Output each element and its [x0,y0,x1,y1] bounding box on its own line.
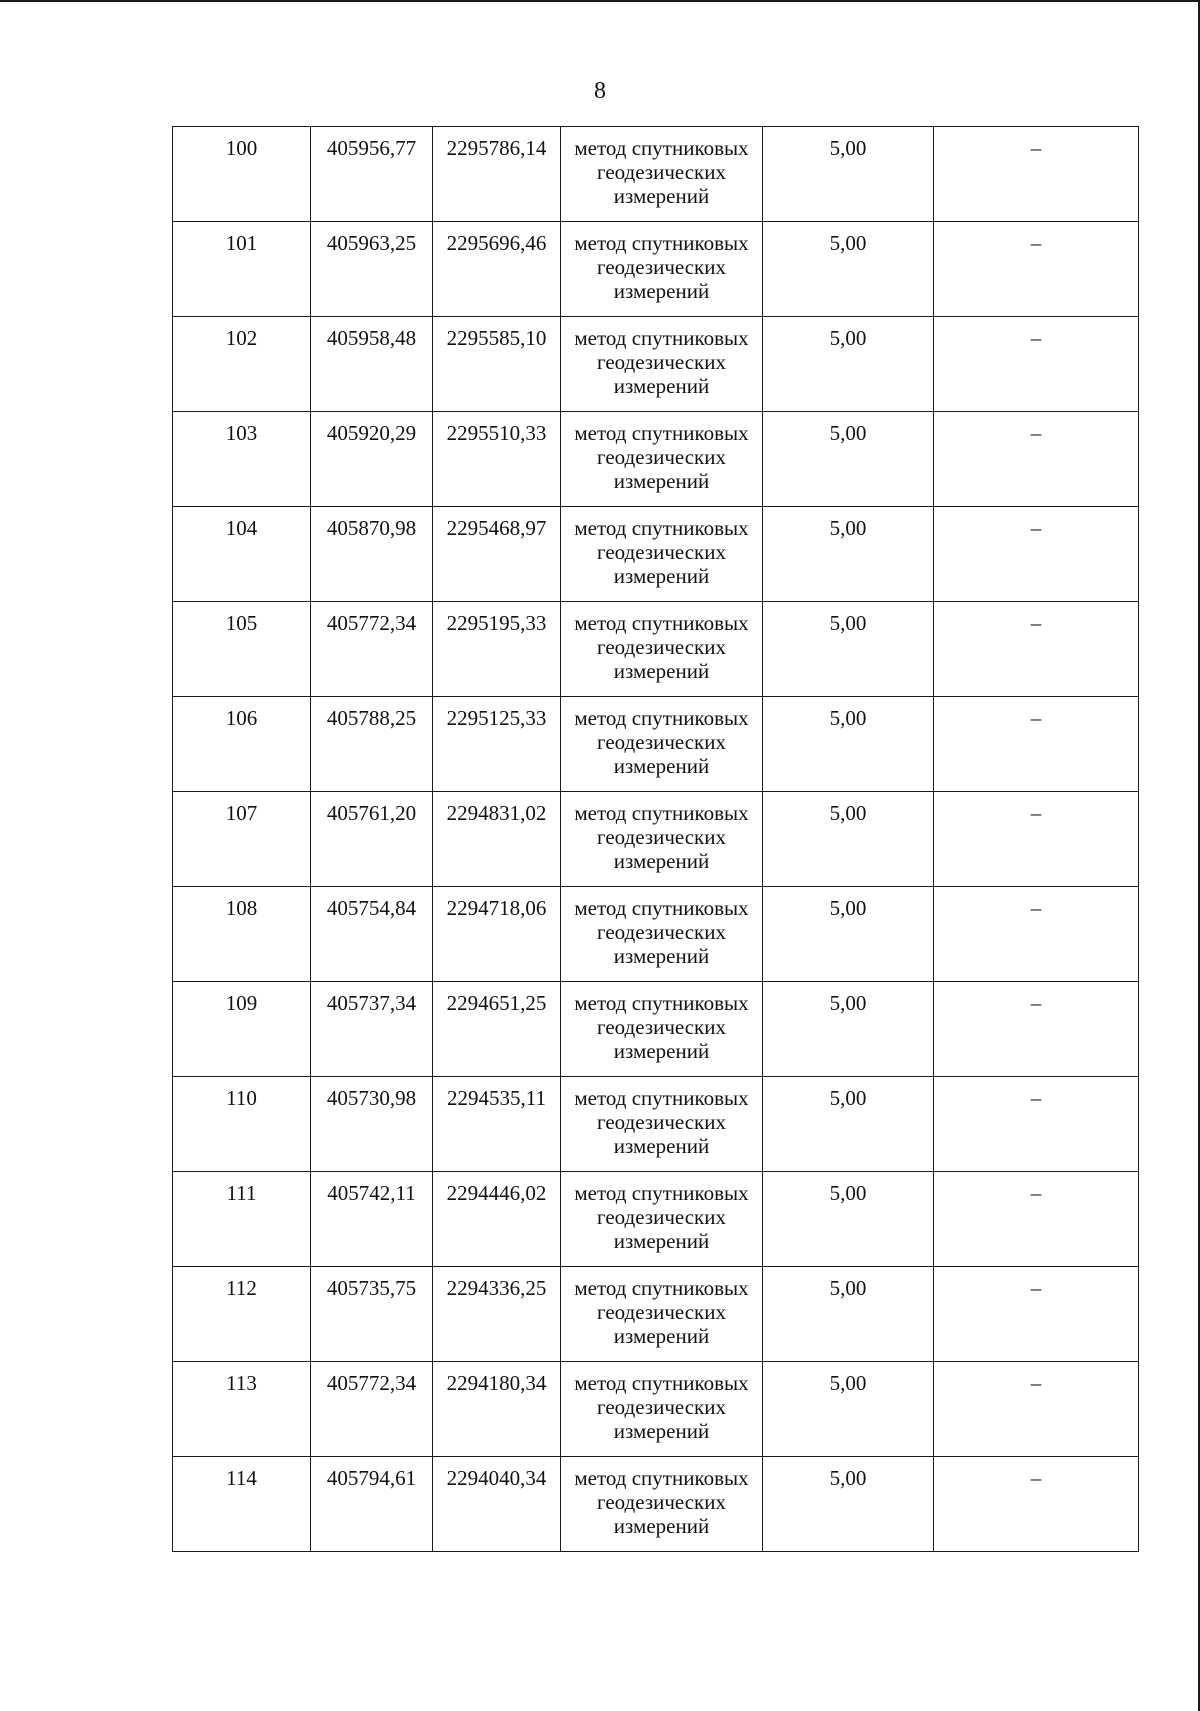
coordinate-y-cell: 2294446,02 [433,1172,561,1267]
coordinates-table [172,126,1139,1552]
method-cell: метод спутниковых геодезических измерений [561,602,763,697]
coordinate-x-cell: 405788,25 [311,697,433,792]
method-cell: метод спутниковых геодезических измерений [561,697,763,792]
coordinate-x-cell: 405737,34 [311,982,433,1077]
point-number-cell: 103 [173,412,311,507]
table-row [173,792,1139,887]
description-cell: – [934,697,1139,792]
coordinate-y-cell: 2295510,33 [433,412,561,507]
description-cell: – [934,1077,1139,1172]
precision-cell: 5,00 [763,697,934,792]
coordinate-y-cell: 2294651,25 [433,982,561,1077]
table-row [173,507,1139,602]
coordinate-y-cell: 2294718,06 [433,887,561,982]
method-cell: метод спутниковых геодезических измерений [561,1267,763,1362]
table-row [173,1077,1139,1172]
coordinate-x-cell: 405772,34 [311,1362,433,1457]
method-cell: метод спутниковых геодезических измерений [561,412,763,507]
coordinate-x-cell: 405735,75 [311,1267,433,1362]
coordinate-y-cell: 2294336,25 [433,1267,561,1362]
method-cell: метод спутниковых геодезических измерений [561,1077,763,1172]
coordinate-x-cell: 405958,48 [311,317,433,412]
coordinate-y-cell: 2295585,10 [433,317,561,412]
table-row [173,1172,1139,1267]
description-cell: – [934,1457,1139,1552]
description-cell: – [934,792,1139,887]
precision-cell: 5,00 [763,602,934,697]
precision-cell: 5,00 [763,317,934,412]
method-cell: метод спутниковых геодезических измерений [561,792,763,887]
point-number-cell: 113 [173,1362,311,1457]
coordinate-y-cell: 2294180,34 [433,1362,561,1457]
coordinate-x-cell: 405742,11 [311,1172,433,1267]
table-row [173,317,1139,412]
description-cell: – [934,1362,1139,1457]
table-row [173,697,1139,792]
coordinate-y-cell: 2295195,33 [433,602,561,697]
method-cell: метод спутниковых геодезических измерений [561,1362,763,1457]
precision-cell: 5,00 [763,1077,934,1172]
point-number-cell: 100 [173,127,311,222]
precision-cell: 5,00 [763,1362,934,1457]
coordinate-x-cell: 405794,61 [311,1457,433,1552]
method-cell: метод спутниковых геодезических измерений [561,1172,763,1267]
table-row [173,127,1139,222]
point-number-cell: 112 [173,1267,311,1362]
method-cell: метод спутниковых геодезических измерений [561,317,763,412]
point-number-cell: 109 [173,982,311,1077]
table-row [173,1267,1139,1362]
precision-cell: 5,00 [763,412,934,507]
point-number-cell: 101 [173,222,311,317]
scan-border-top [0,0,1200,2]
description-cell: – [934,127,1139,222]
description-cell: – [934,982,1139,1077]
point-number-cell: 106 [173,697,311,792]
description-cell: – [934,1267,1139,1362]
method-cell: метод спутниковых геодезических измерений [561,127,763,222]
coordinate-y-cell: 2294040,34 [433,1457,561,1552]
coordinate-y-cell: 2294831,02 [433,792,561,887]
table-row [173,887,1139,982]
coordinate-x-cell: 405772,34 [311,602,433,697]
description-cell: – [934,602,1139,697]
point-number-cell: 105 [173,602,311,697]
point-number-cell: 104 [173,507,311,602]
description-cell: – [934,412,1139,507]
precision-cell: 5,00 [763,887,934,982]
coordinate-x-cell: 405920,29 [311,412,433,507]
description-cell: – [934,1172,1139,1267]
precision-cell: 5,00 [763,507,934,602]
point-number-cell: 114 [173,1457,311,1552]
description-cell: – [934,222,1139,317]
coordinate-x-cell: 405956,77 [311,127,433,222]
precision-cell: 5,00 [763,222,934,317]
table-row [173,1362,1139,1457]
method-cell: метод спутниковых геодезических измерений [561,507,763,602]
point-number-cell: 111 [173,1172,311,1267]
table-row [173,982,1139,1077]
method-cell: метод спутниковых геодезических измерений [561,1457,763,1552]
coordinates-table-body [173,127,1139,1552]
precision-cell: 5,00 [763,127,934,222]
precision-cell: 5,00 [763,792,934,887]
table-row [173,1457,1139,1552]
point-number-cell: 102 [173,317,311,412]
description-cell: – [934,887,1139,982]
precision-cell: 5,00 [763,982,934,1077]
point-number-cell: 110 [173,1077,311,1172]
precision-cell: 5,00 [763,1172,934,1267]
coordinate-y-cell: 2295786,14 [433,127,561,222]
page-number: 8 [594,78,606,104]
table-row [173,412,1139,507]
description-cell: – [934,317,1139,412]
table-row [173,602,1139,697]
description-cell: – [934,507,1139,602]
coordinate-x-cell: 405761,20 [311,792,433,887]
method-cell: метод спутниковых геодезических измерений [561,982,763,1077]
coordinate-x-cell: 405870,98 [311,507,433,602]
coordinate-x-cell: 405730,98 [311,1077,433,1172]
coordinate-y-cell: 2294535,11 [433,1077,561,1172]
precision-cell: 5,00 [763,1457,934,1552]
point-number-cell: 108 [173,887,311,982]
coordinate-x-cell: 405963,25 [311,222,433,317]
table-row [173,222,1139,317]
method-cell: метод спутниковых геодезических измерений [561,222,763,317]
coordinate-y-cell: 2295468,97 [433,507,561,602]
precision-cell: 5,00 [763,1267,934,1362]
coordinate-x-cell: 405754,84 [311,887,433,982]
coordinate-y-cell: 2295696,46 [433,222,561,317]
coordinate-y-cell: 2295125,33 [433,697,561,792]
point-number-cell: 107 [173,792,311,887]
method-cell: метод спутниковых геодезических измерений [561,887,763,982]
